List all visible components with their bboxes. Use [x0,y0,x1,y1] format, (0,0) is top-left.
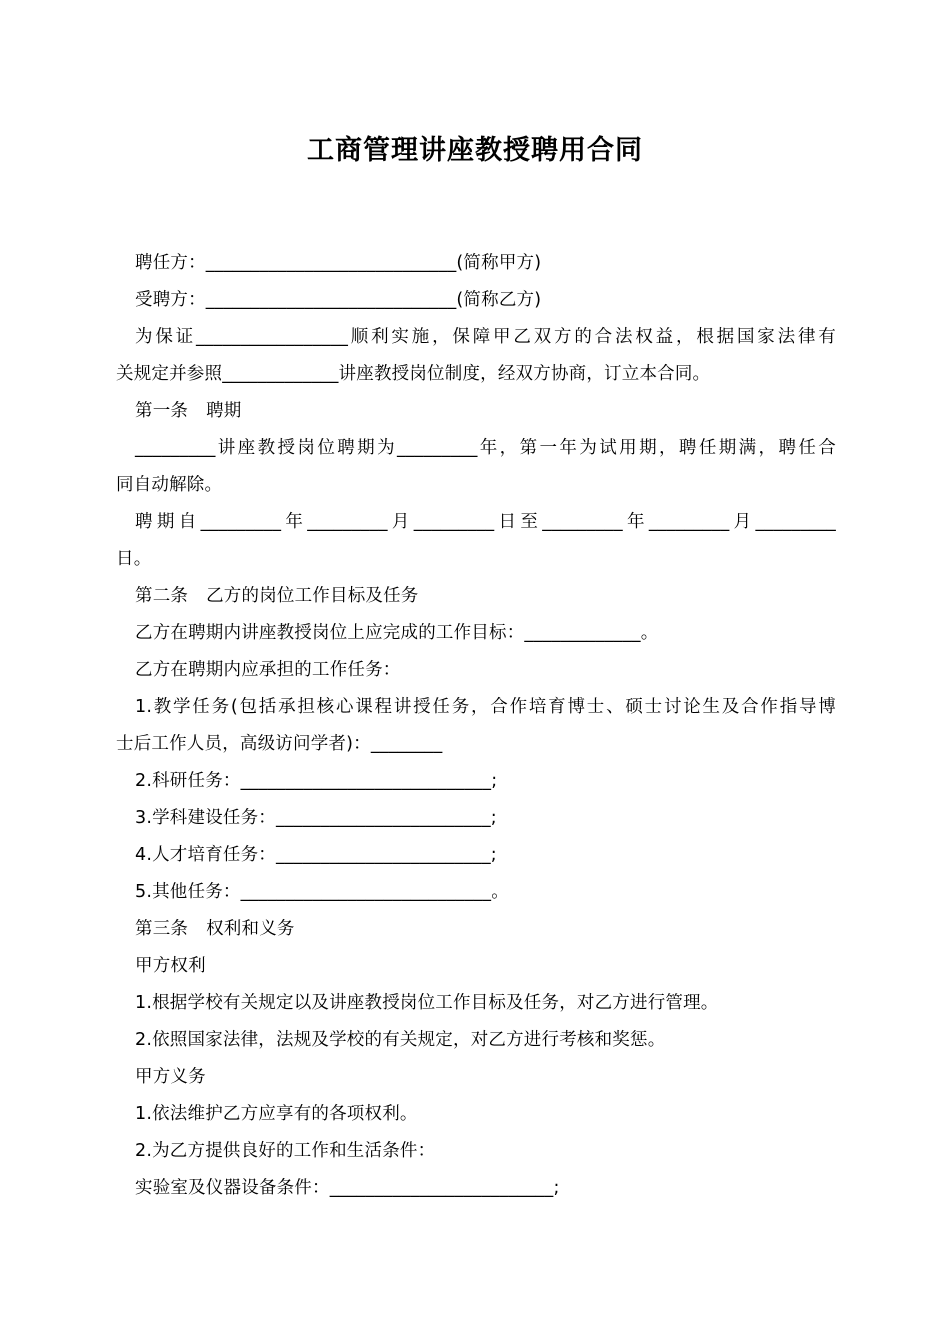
article-2-number: 第二条 [135,586,189,606]
task-3: 3.学科建设任务：________________________; [135,808,497,828]
task-1-line-2: 士后工作人员，高级访问学者)：________ [116,734,443,754]
article-3-number: 第三条 [135,919,189,939]
document-title: 工商管理讲座教授聘用合同 [307,135,643,166]
article-1-period-line-2: 日。 [116,549,152,569]
article-1-title: 聘期 [206,401,242,421]
task-1-line-1: 1.教学任务(包括承担核心课程讲授任务，合作培育博士、硕士讨论生及合作指导博 [135,697,836,717]
article-1-term-line-2: 同自动解除。 [116,475,223,495]
article-3-heading [116,911,836,948]
article-3-title: 权利和义务 [206,919,295,939]
party-a-rights-heading: 甲方权利 [135,956,206,976]
party-a-duty-1: 1.依法维护乙方应享有的各项权利。 [135,1104,418,1124]
article-2-heading [116,578,836,615]
article-1-heading [116,393,836,430]
article-1-number: 第一条 [135,401,189,421]
party-a-right-2: 2.依照国家法律，法规及学校的有关规定，对乙方进行考核和奖惩。 [135,1030,666,1050]
intro-line-2: 关规定并参照_____________讲座教授岗位制度，经双方协商，订立本合同。 [116,364,711,384]
task-5: 5.其他任务：____________________________。 [135,882,509,902]
document-body [116,245,836,1207]
task-2: 2.科研任务：____________________________; [135,771,498,791]
article-1-period-line-1: 聘期自_________年_________月_________日至_________年_________月_________ [135,512,836,532]
employee-line: 受聘方：____________________________(简称乙方) [135,290,542,310]
article-1-term-line-1: _________讲座教授岗位聘期为_________年，第一年为试用期，聘任期满，聘任合 [135,438,836,458]
task-4: 4.人才培育任务：________________________; [135,845,497,865]
article-2-goal: 乙方在聘期内讲座教授岗位上应完成的工作目标：_____________。 [135,623,659,643]
article-2-title: 乙方的岗位工作目标及任务 [206,586,419,606]
party-a-right-1: 1.根据学校有关规定以及讲座教授岗位工作目标及任务，对乙方进行管理。 [135,993,719,1013]
employer-line: 聘任方：____________________________(简称甲方) [135,253,542,273]
party-a-duties-heading: 甲方义务 [135,1067,206,1087]
lab-conditions: 实验室及仪器设备条件：_________________________; [135,1178,560,1198]
article-2-tasks-intro: 乙方在聘期内应承担的工作任务： [135,660,401,680]
intro-line-1: 为保证_________________顺利实施，保障甲乙双方的合法权益，根据国家法律有 [135,327,836,347]
party-a-duty-2: 2.为乙方提供良好的工作和生活条件： [135,1141,436,1161]
